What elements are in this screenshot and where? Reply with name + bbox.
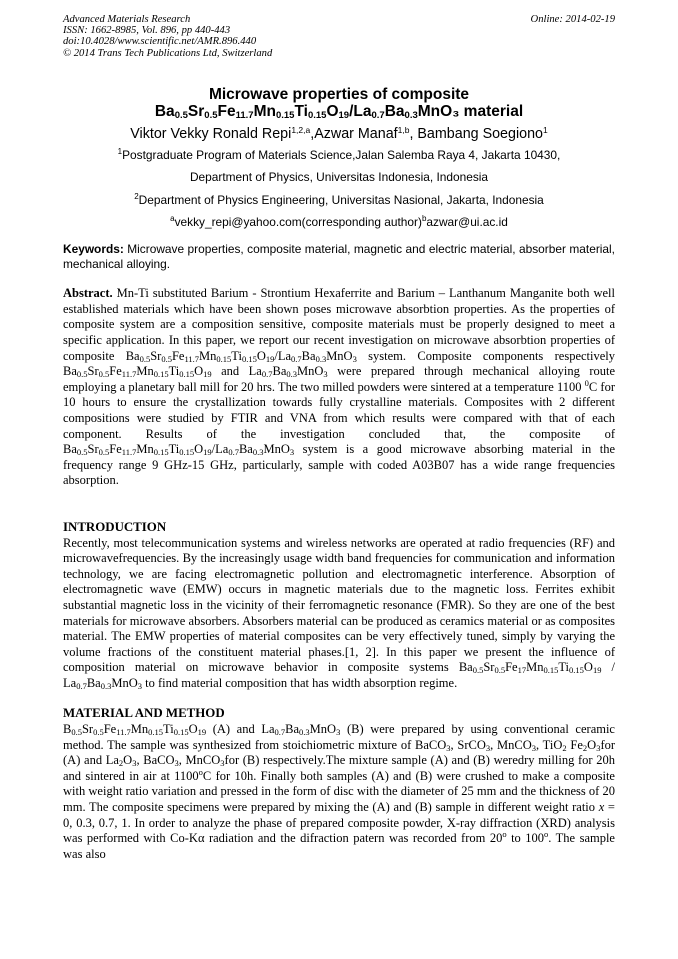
journal-copyright: © 2014 Trans Tech Publications Ltd, Switzerland	[63, 47, 273, 59]
journal-issn: ISSN: 1662-8985, Vol. 896, pp 440-443	[63, 25, 231, 37]
paper-page	[63, 14, 615, 862]
affiliation-1: $^1$Postgraduate Program of Materials Science,Jalan Salemba Raya 4, Jakarta 10430,	[117, 146, 561, 162]
method-heading: MATERIAL AND METHOD	[63, 706, 225, 721]
author-3: , Bambang Soegiono	[409, 125, 543, 142]
online-date: Online: 2014-02-19	[530, 14, 615, 25]
keywords-label: Keywords:	[63, 241, 124, 256]
author-emails: $^a$vekky_repi@yahoo.com(corresponding author)$^b$azwar@ui.ac.id	[170, 214, 508, 230]
journal-header	[63, 14, 615, 59]
keywords	[63, 242, 615, 272]
method-text: $B_{0.5}Sr_{0.5}Fe_{11.7}Mn_{0.15}Ti_{0.15}O_{19}$ (A) and $La_{0.7}Ba_{0.3}MnO_3$ (B) were prepared by using conventional ceramic method. The sample was synthesized from stoichiometric mixture of BaCO$_3$, SrCO$_3$, MnCO$_3$, TiO$_2$ $Fe_2O_3for$ (A) and $La_2O_3$, BaCO$_3$, MnCO$_3$for (B) respectively.The mixture sample (A) and (B) weredry milling for 20h and sintered in air at 1100$^o$C for 10h. Finally both samples (A) and (B) were crushed to make a composite with weight ratio variation and pressed in the form of disc with the diameter of 25 mm and the thickness of 20 mm. The composite specimens were prepared by mixing the (A) and (B) sample in different weight ratio x = 0, 0.3, 0.7, 1. In order to analyze the phase of prepared composite powder, X-ray diffraction (XRD) analysis was performed with Co-Kα radiation and the difraction patern was recorded from 20$^o$ to 100$^o$. The sample was also	[63, 722, 616, 861]
abstract-label: Abstract.	[63, 286, 113, 301]
abstract: Abstract. Mn-Ti substituted Barium - Strontium Hexaferrite and Barium – Lanthanum Manganite both well established materials which have been shown poses microwave absorbtion properties. As the properties of composite system are a composition sensitive, composite materials must be properly designed to meet a specific application. In this paper, we report our recent investigation on microwave absorbtion properties of composite $Ba_{0.5}Sr_{0.5}Fe_{11.7}Mn_{0.15}Ti_{0.15}O_{19}/La_{0.7}Ba_{0.3}MnO_3$ system. Composite components respectively $Ba_{0.5}Sr_{0.5}Fe_{11.7}Mn_{0.15}Ti_{0.15}O_{19}$ and $La_{0.7}Ba_{0.3}MnO_3$ were prepared through mechanical alloying route employing a planetary ball mill for 20 hrs. The two milled powders were sintered at a temperature 1100 $^0$C for 10 hours to ensure the crystallization towards fully crystalline materials. Composites with 2 different compositions were studied by FTIR and VNA from which results were compared with that of each component. Results of the investigation concluded that, the composite of $Ba_{0.5}Sr_{0.5}Fe_{11.7}Mn_{0.15}Ti_{0.15}O_{19}/La_{0.7}Ba_{0.3}MnO_3$ system is a good microwave absorbing material in the frequency range 9 GHz-15 GHz, particularly, sample with coded A03B07 has a wide range frequencies absorption.	[63, 286, 616, 488]
journal-name: Advanced Materials Research	[63, 14, 191, 25]
author-2: ,Azwar Manaf	[310, 125, 398, 142]
author-1: Viktor Vekky Ronald Repi	[130, 125, 292, 142]
journal-doi: doi:10.4028/www.scientific.net/AMR.896.440	[63, 36, 257, 48]
title-line-1: Microwave properties of composite	[208, 85, 470, 103]
affiliation-2: $^2$Department of Physics Engineering, Universitas Nasional, Jakarta, Indonesia	[134, 191, 544, 207]
introduction-heading: INTRODUCTION	[63, 519, 167, 534]
affiliation-1-dept: Department of Physics, Universitas Indonesia, Indonesia	[189, 170, 489, 185]
title-line-2: $Ba_{0.5}Sr_{0.5}Fe_{11.7}Mn_{0.15}Ti_{0.15}O_{19}/La_{0.7}Ba_{0.3}MnO_3$ material	[154, 103, 524, 122]
author-list: Viktor Vekky Ronald Repi$^{1,2,a}$,Azwar Manaf$^{1,b}$, Bambang Soegiono$^1$	[130, 124, 548, 142]
paper-title	[63, 86, 615, 121]
affiliations	[63, 144, 615, 234]
keywords-text: Microwave properties, composite material, magnetic and electric material, absorber material, mechanical alloying.	[63, 241, 615, 272]
introduction-text: Recently, most telecommunication systems and wireless networks are operated at radio frequencies (RF) and microwavefrequencies. By the increasingly usage width band frequencies for communication and information technology, we are facing electromagnetic pollution and electromagnetic interference. Absorption of electromagnetic wave (EMW) occurs in magnetic materials due to the magnetic loss. Ferrites exhibit substantial magnetic loss in the vicinity of their ferromagnetic resonance (FMR). So they are one of the best materials for microwave absorbers. Absorbers material can be produced as ceramics material or as composites material. The EMW properties of material composites can be very effectively tuned, simply by varying the volume fractions of the constituent material phases.[1, 2]. In this paper we present the influence of composition material on microwave behavior in composite systems $Ba_{0.5}Sr_{0.5}Fe_{17}Mn_{0.15}Ti_{0.15}O_{19} / La_{0.7}Ba_{0.3}MnO_3$ to find material composition that has width absorption regime.	[63, 535, 615, 691]
